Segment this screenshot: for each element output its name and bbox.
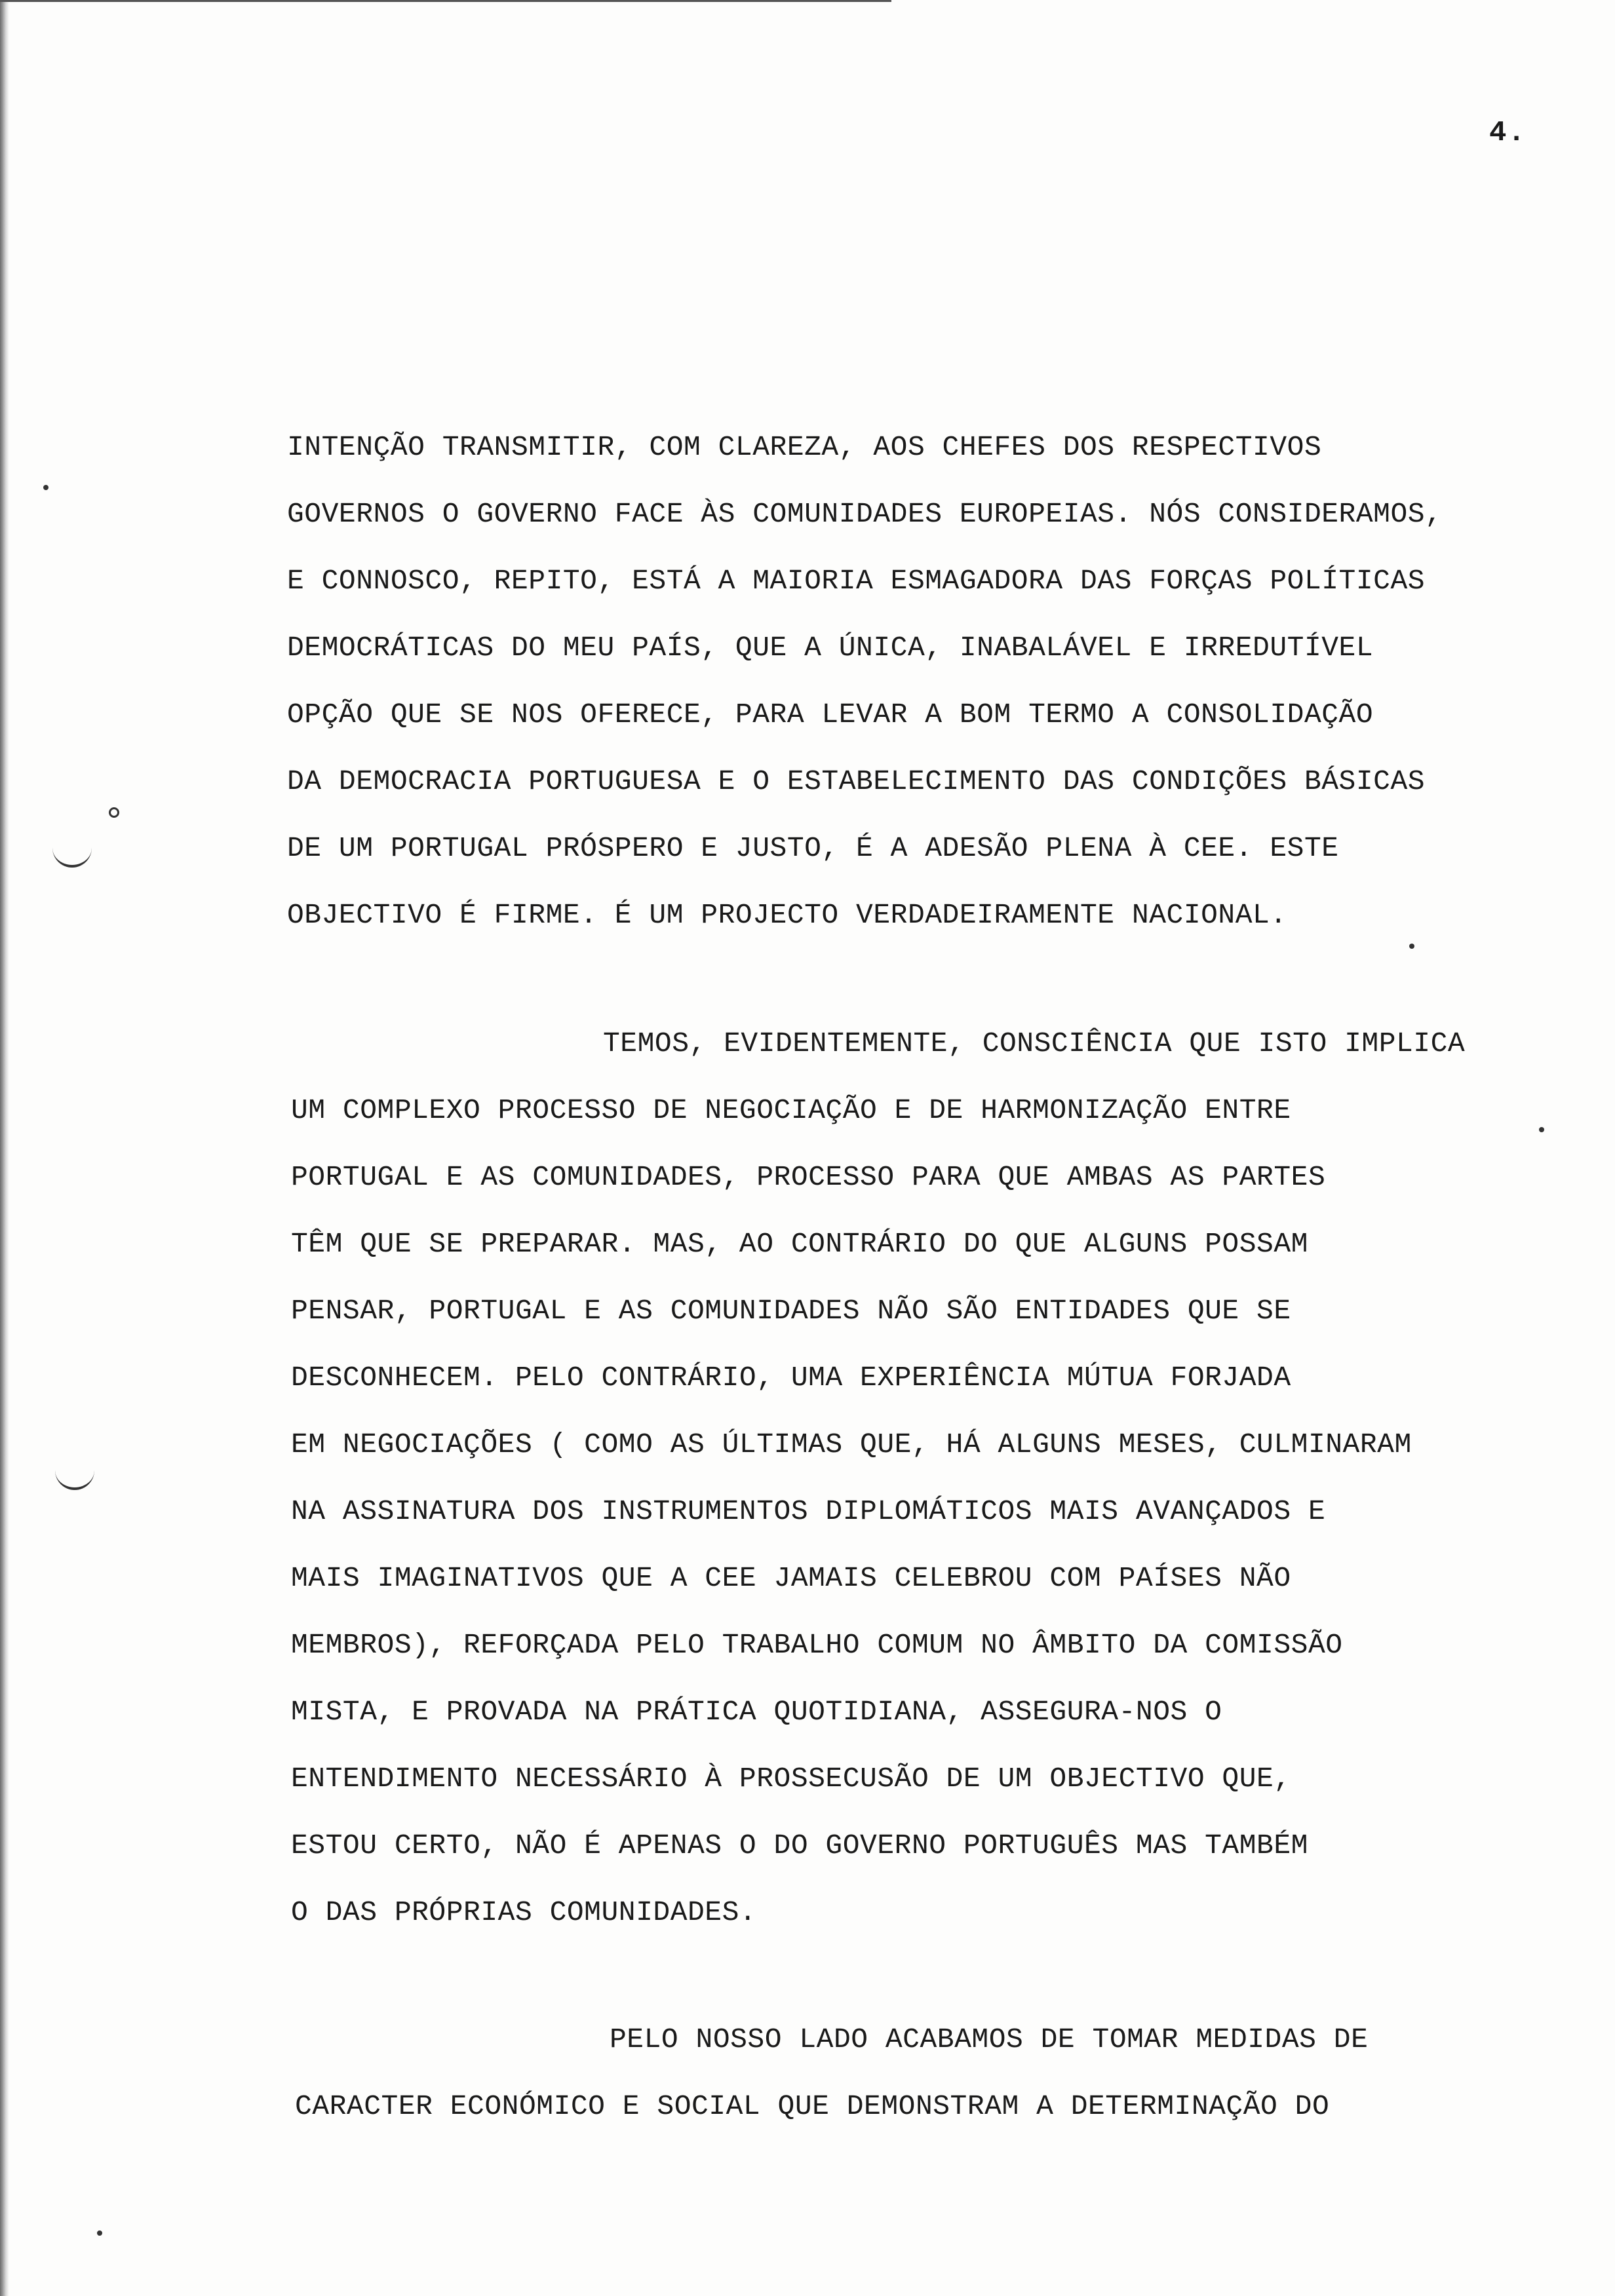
text-line: MEMBROS), REFORÇADA PELO TRABALHO COMUM NO ÂMBITO DA COMISSÃO [291,1629,1343,1661]
text-line: ESTOU CERTO, NÃO É APENAS O DO GOVERNO PORTUGUÊS MAS TAMBÉM [291,1829,1308,1862]
text-line: UM COMPLEXO PROCESSO DE NEGOCIAÇÃO E DE HARMONIZAÇÃO ENTRE [291,1094,1291,1126]
text-line: PENSAR, PORTUGAL E AS COMUNIDADES NÃO SÃO ENTIDADES QUE SE [291,1295,1291,1327]
text-line: GOVERNOS O GOVERNO FACE ÀS COMUNIDADES EUROPEIAS. NÓS CONSIDERAMOS, [287,498,1443,530]
scan-speck [109,807,119,818]
page-number: 4. [1489,117,1527,149]
scan-speck [1539,1127,1544,1132]
text-line: E CONNOSCO, REPITO, ESTÁ A MAIORIA ESMAGADORA DAS FORÇAS POLÍTICAS [287,565,1426,597]
text-line: ENTENDIMENTO NECESSÁRIO À PROSSECUSÃO DE UM OBJECTIVO QUE, [291,1763,1291,1795]
punch-hole-mark [52,845,92,868]
scan-speck [43,485,49,490]
scan-speck [1409,944,1414,949]
top-edge-rule [0,0,891,2]
text-line: CARACTER ECONÓMICO E SOCIAL QUE DEMONSTRAM A DETERMINAÇÃO DO [295,2090,1330,2122]
scan-binding-edge [0,0,9,2296]
text-line: OPÇÃO QUE SE NOS OFERECE, PARA LEVAR A BOM TERMO A CONSOLIDAÇÃO [287,698,1374,731]
text-line: EM NEGOCIAÇÕES ( COMO AS ÚLTIMAS QUE, HÁ ALGUNS MESES, CULMINARAM [291,1428,1412,1461]
text-line: DEMOCRÁTICAS DO MEU PAÍS, QUE A ÚNICA, INABALÁVEL E IRREDUTÍVEL [287,632,1374,664]
text-line: O DAS PRÓPRIAS COMUNIDADES. [291,1896,757,1928]
text-line: NA ASSINATURA DOS INSTRUMENTOS DIPLOMÁTICOS MAIS AVANÇADOS E [291,1495,1326,1527]
text-line: OBJECTIVO É FIRME. É UM PROJECTO VERDADEIRAMENTE NACIONAL. [287,899,1287,931]
punch-hole-mark [55,1468,94,1490]
text-line: MISTA, E PROVADA NA PRÁTICA QUOTIDIANA, ASSEGURA-NOS O [291,1696,1222,1728]
text-line: INTENÇÃO TRANSMITIR, COM CLAREZA, AOS CHEFES DOS RESPECTIVOS [287,431,1322,463]
text-line: DESCONHECEM. PELO CONTRÁRIO, UMA EXPERIÊNCIA MÚTUA FORJADA [291,1362,1291,1394]
text-line: PORTUGAL E AS COMUNIDADES, PROCESSO PARA QUE AMBAS AS PARTES [291,1161,1326,1193]
text-line: MAIS IMAGINATIVOS QUE A CEE JAMAIS CELEBROU COM PAÍSES NÃO [291,1562,1291,1594]
text-line: TEMOS, EVIDENTEMENTE, CONSCIÊNCIA QUE ISTO IMPLICA [603,1027,1466,1060]
text-line: PELO NOSSO LADO ACABAMOS DE TOMAR MEDIDAS DE [610,2023,1369,2056]
text-line: DE UM PORTUGAL PRÓSPERO E JUSTO, É A ADESÃO PLENA À CEE. ESTE [287,832,1339,864]
scan-speck [97,2230,102,2236]
text-line: TÊM QUE SE PREPARAR. MAS, AO CONTRÁRIO DO QUE ALGUNS POSSAM [291,1228,1308,1260]
text-line: DA DEMOCRACIA PORTUGUESA E O ESTABELECIMENTO DAS CONDIÇÕES BÁSICAS [287,765,1426,797]
